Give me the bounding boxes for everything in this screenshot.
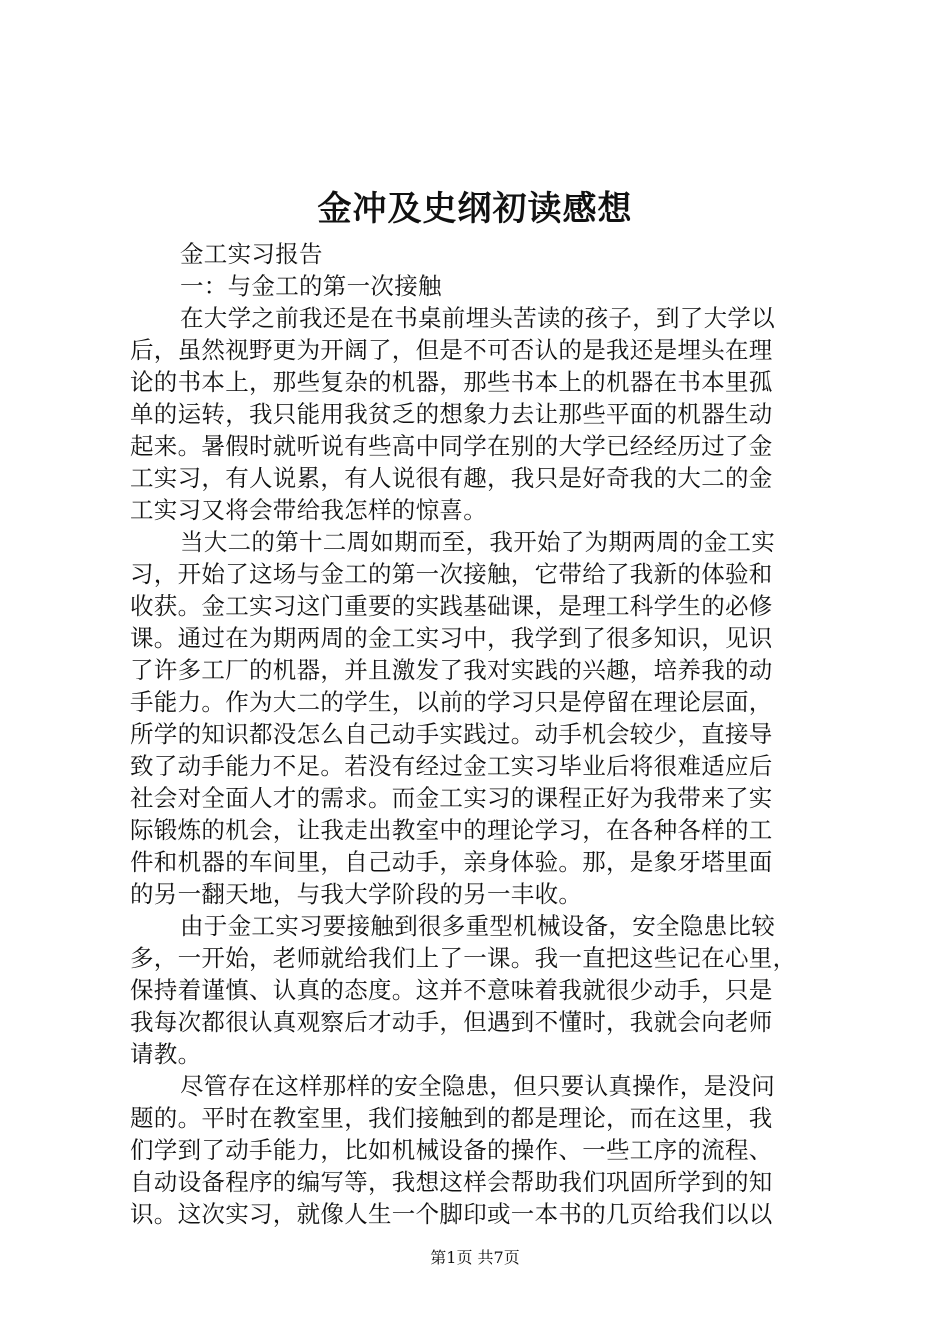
text-line: 多，一开始，老师就给我们上了一课。我一直把这些记在心里， <box>130 944 797 972</box>
text-line: 际锻炼的机会，让我走出教室中的理论学习，在各种各样的工 <box>130 816 773 844</box>
text-line: 在大学之前我还是在书桌前埋头苦读的孩子，到了大学以 <box>180 304 775 332</box>
text-line: 手能力。作为大二的学生，以前的学习只是停留在理论层面， <box>130 688 773 716</box>
text-line: 了许多工厂的机器，并且激发了我对实践的兴趣，培养我的动 <box>130 656 773 684</box>
text-line: 识。这次实习，就像人生一个脚印或一本书的几页给我们以以 <box>130 1200 773 1228</box>
text-line: 习，开始了这场与金工的第一次接触，它带给了我新的体验和 <box>130 560 773 588</box>
text-line: 我每次都很认真观察后才动手，但遇到不懂时，我就会向老师 <box>130 1008 773 1036</box>
text-line: 题的。平时在教室里，我们接触到的都是理论，而在这里，我 <box>130 1104 773 1132</box>
text-line: 课。通过在为期两周的金工实习中，我学到了很多知识，见识 <box>130 624 773 652</box>
text-line: 自动设备程序的编写等，我想这样会帮助我们巩固所学到的知 <box>130 1168 773 1196</box>
text-line: 保持着谨慎、认真的态度。这并不意味着我就很少动手，只是 <box>130 976 773 1004</box>
text-line: 致了动手能力不足。若没有经过金工实习毕业后将很难适应后 <box>130 752 773 780</box>
text-line: 尽管存在这样那样的安全隐患，但只要认真操作，是没问 <box>180 1072 775 1100</box>
text-line: 起来。暑假时就听说有些高中同学在别的大学已经经历过了金 <box>130 432 773 460</box>
text-line: 们学到了动手能力，比如机械设备的操作、一些工序的流程、 <box>130 1136 773 1164</box>
text-line: 工实习，有人说累，有人说很有趣，我只是好奇我的大二的金 <box>130 464 773 492</box>
text-line: 工实习又将会带给我怎样的惊喜。 <box>130 496 487 524</box>
document-body <box>130 238 830 1230</box>
text-line: 论的书本上，那些复杂的机器，那些书本上的机器在书本里孤 <box>130 368 773 396</box>
text-line: 后，虽然视野更为开阔了，但是不可否认的是我还是埋头在理 <box>130 336 773 364</box>
text-line: 一：与金工的第一次接触 <box>180 272 442 300</box>
text-line: 收获。金工实习这门重要的实践基础课，是理工科学生的必修 <box>130 592 773 620</box>
text-line: 由于金工实习要接触到很多重型机械设备，安全隐患比较 <box>180 912 775 940</box>
text-line: 金工实习报告 <box>180 240 323 268</box>
text-line: 所学的知识都没怎么自己动手实践过。动手机会较少，直接导 <box>130 720 773 748</box>
text-line: 当大二的第十二周如期而至，我开始了为期两周的金工实 <box>180 528 775 556</box>
document-title: 金冲及史纲初读感想 <box>317 189 633 229</box>
text-line: 社会对全面人才的需求。而金工实习的课程正好为我带来了实 <box>130 784 773 812</box>
text-line: 件和机器的车间里，自己动手，亲身体验。那，是象牙塔里面 <box>130 848 773 876</box>
text-line: 单的运转，我只能用我贫乏的想象力去让那些平面的机器生动 <box>130 400 773 428</box>
text-line: 的另一翻天地，与我大学阶段的另一丰收。 <box>130 880 583 908</box>
text-line: 请教。 <box>130 1040 202 1068</box>
page-number-footer: 第1页 共7页 <box>430 1248 520 1267</box>
